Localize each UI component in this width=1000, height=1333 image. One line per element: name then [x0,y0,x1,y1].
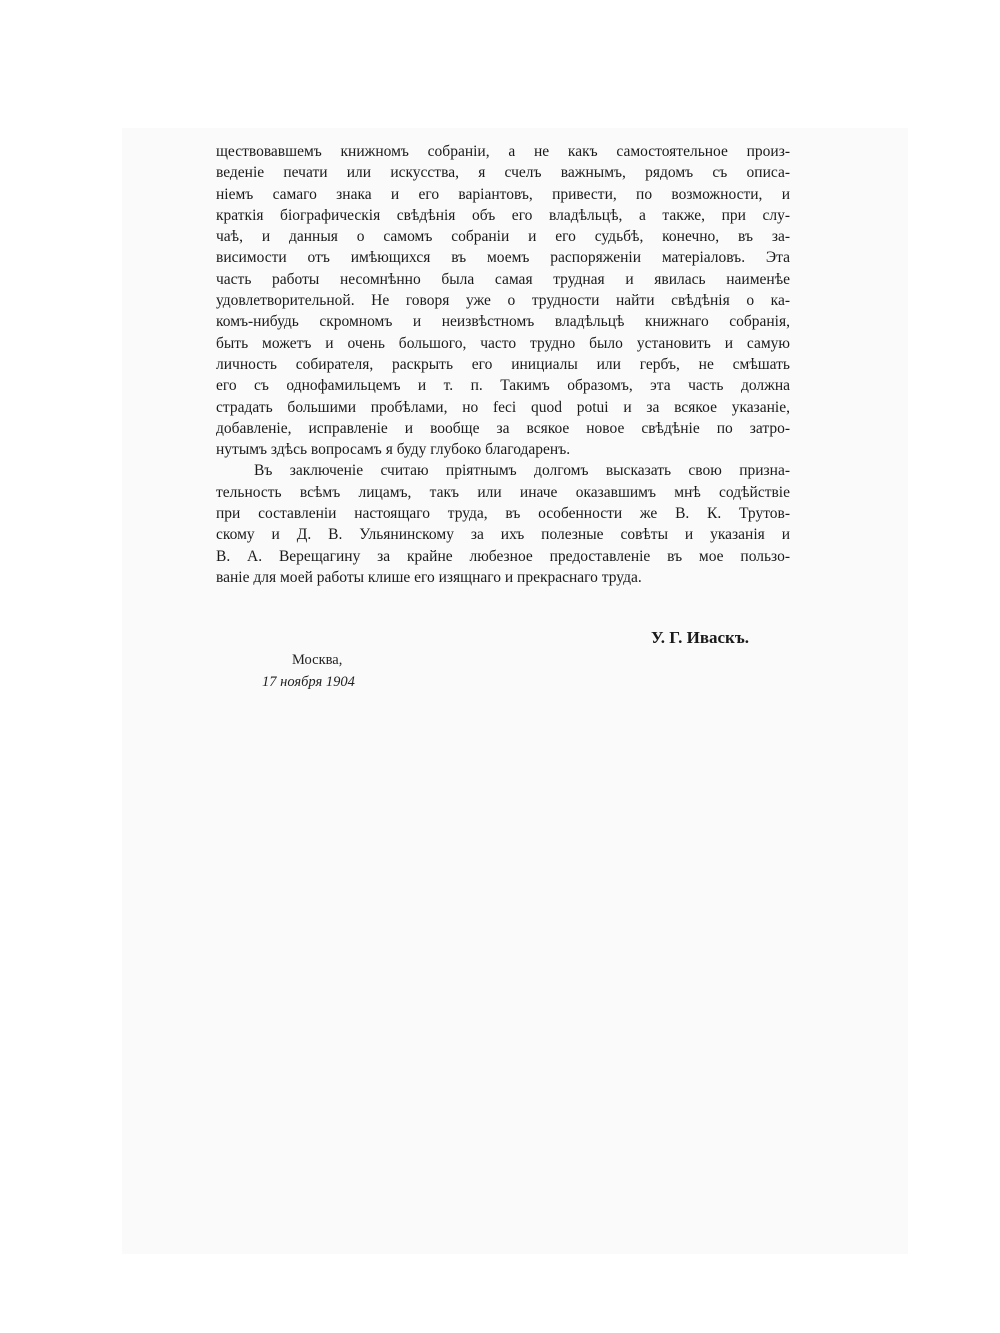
text-line: нутымъ здѣсь вопросамъ я буду глубоко благодаренъ. [216,441,571,459]
text-line: личность собирателя, раскрыть его инициалы или гербъ, не смѣшать [216,355,790,373]
body-text [216,141,790,588]
text-line: нiемъ самаго знака и его варiантовъ, привести, по возможности, и [216,185,790,203]
place-line: Москва, [292,652,343,668]
text-line: краткiя бiографическiя свѣдѣнiя объ его владѣльцѣ, а также, при слу- [216,206,790,224]
paragraph-2 [216,460,790,588]
text-line: комъ-нибудь скромномъ и неизвѣстномъ владѣльцѣ книжнаго собранiя, [216,313,790,331]
text-line: страдать большими пробѣлами, но feci quod potui и за всякое указанiе, [216,398,790,416]
date-line: 17 ноября 1904 [262,674,355,690]
text-line: В. А. Верещагину за крайне любезное предоставленiе въ мое пользо- [216,547,790,565]
text-line: удовлетворительной. Не говоря уже о трудности найти свѣдѣнiя о ка- [216,292,790,310]
text-line: ществовавшемъ книжномъ собранiи, а не какъ самостоятельное произ- [216,143,790,160]
text-line: часть работы несомнѣнно была самая трудная и явилась наименѣе [216,270,790,288]
text-line: тельность всѣмъ лицамъ, такъ или иначе оказавшимъ мнѣ содѣйствiе [216,483,790,501]
author-signature: У. Г. Иваскъ. [651,628,750,647]
text-line: чаѣ, и данныя о самомъ собранiи и его судьбѣ, конечно, въ за- [216,228,790,246]
text-line: ванiе для моей работы клише его изящнаго и прекраснаго труда. [216,568,642,586]
text-line: быть можетъ и очень большого, часто трудно было установить и самую [216,334,790,352]
paragraph-1 [216,141,790,460]
text-line: веденiе печати или искусства, я счелъ важнымъ, рядомъ съ описа- [216,164,790,182]
text-line: при составленiи настоящаго труда, въ особенности же В. К. Трутов- [216,505,790,523]
text-line: его съ однофамильцемъ и т. п. Такимъ образомъ, эта часть должна [216,377,790,395]
text-line: добавленiе, исправленiе и вообще за всякое новое свѣдѣнiе по затро- [216,419,790,437]
text-line: висимости отъ имѣющихся въ моемъ распоряженiи матерiаловъ. Эта [216,249,790,267]
text-line: скому и Д. В. Ульянинскому за ихъ полезные совѣты и указанiя и [216,526,790,544]
text-line: Въ заключенiе считаю прiятнымъ долгомъ высказать свою призна- [254,462,790,480]
